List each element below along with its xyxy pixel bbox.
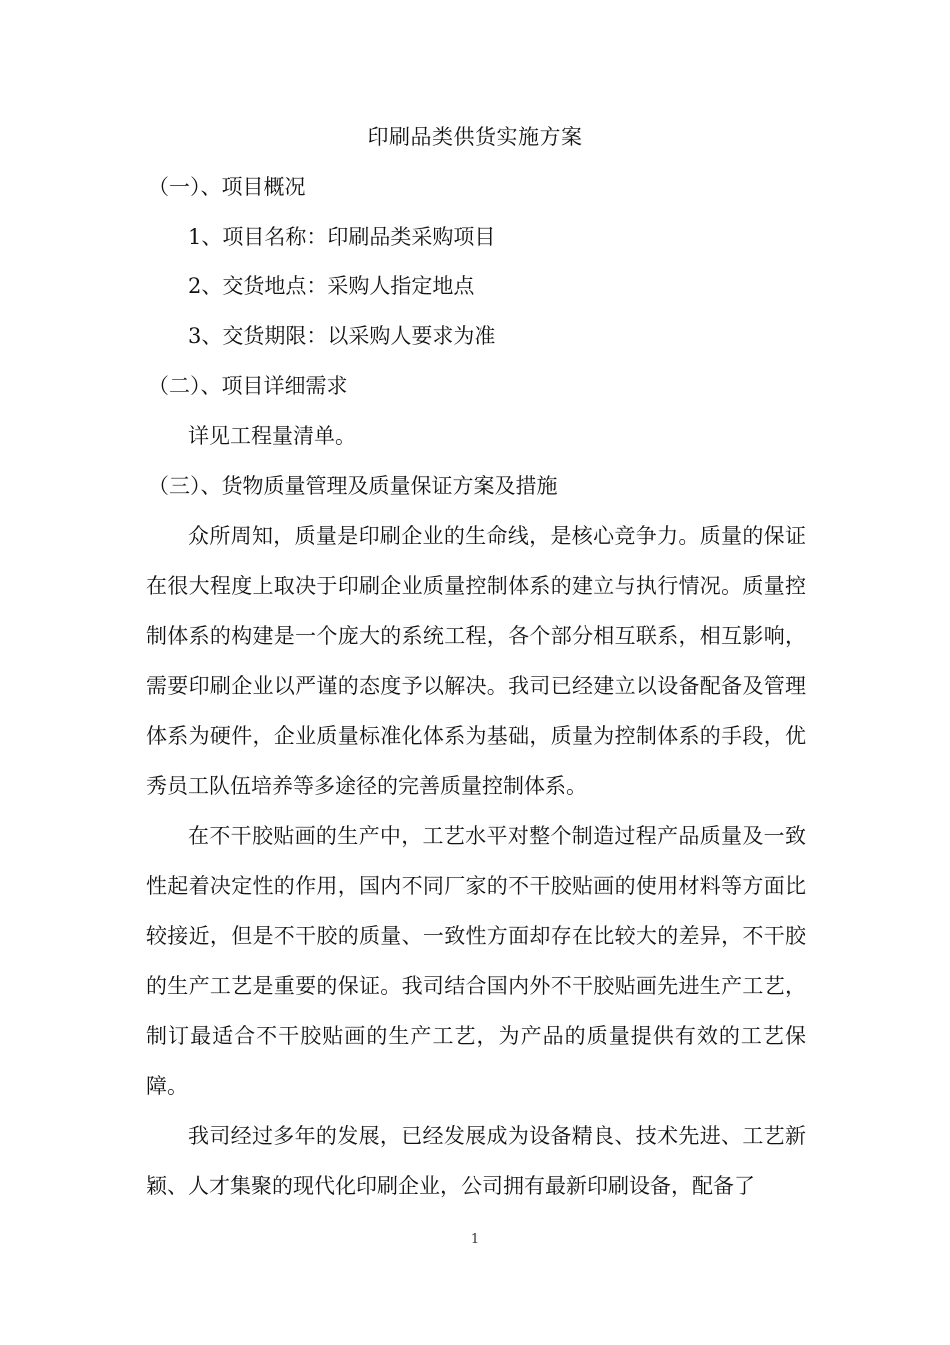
project-name-item: 1、项目名称：印刷品类采购项目	[188, 225, 496, 249]
document-title: 印刷品类供货实施方案	[367, 125, 583, 149]
section-2-body: 详见工程量清单。	[188, 424, 356, 448]
section-heading-2: （二）、项目详细需求	[148, 374, 348, 398]
delivery-location-item: 2、交货地点：采购人指定地点	[188, 274, 475, 298]
paragraph-quality-system: 众所周知，质量是印刷企业的生命线，是核心竞争力。质量的保证在很大程度上取决于印刷企业质量控制体系的建立与执行情况。质量控制体系的构建是一个庞大的系统工程，各个部分相互联系，相互影响，需要印刷企业以严谨的态度予以解决。我司已经建立以设备配备及管理体系为硬件，企业质量标准化体系为基础，质量为控制体系的手段，优秀员工队伍培养等多途径的完善质量控制体系。	[146, 524, 806, 798]
page-number: 1	[470, 1232, 480, 1247]
section-heading-3: （三）、货物质量管理及质量保证方案及措施	[148, 474, 558, 498]
delivery-deadline-item: 3、交货期限：以采购人要求为准	[188, 324, 496, 348]
section-heading-1: （一）、项目概况	[148, 175, 306, 199]
paragraph-company-development: 我司经过多年的发展，已经发展成为设备精良、技术先进、工艺新颖、人才集聚的现代化印刷企业，公司拥有最新印刷设备，配备了	[146, 1124, 806, 1198]
paragraph-sticker-process: 在不干胶贴画的生产中，工艺水平对整个制造过程产品质量及一致性起着决定性的作用，国内不同厂家的不干胶贴画的使用材料等方面比较接近，但是不干胶的质量、一致性方面却存在比较大的差异，不干胶的生产工艺是重要的保证。我司结合国内外不干胶贴画先进生产工艺，制订最适合不干胶贴画的生产工艺，为产品的质量提供有效的工艺保障。	[146, 824, 806, 1098]
